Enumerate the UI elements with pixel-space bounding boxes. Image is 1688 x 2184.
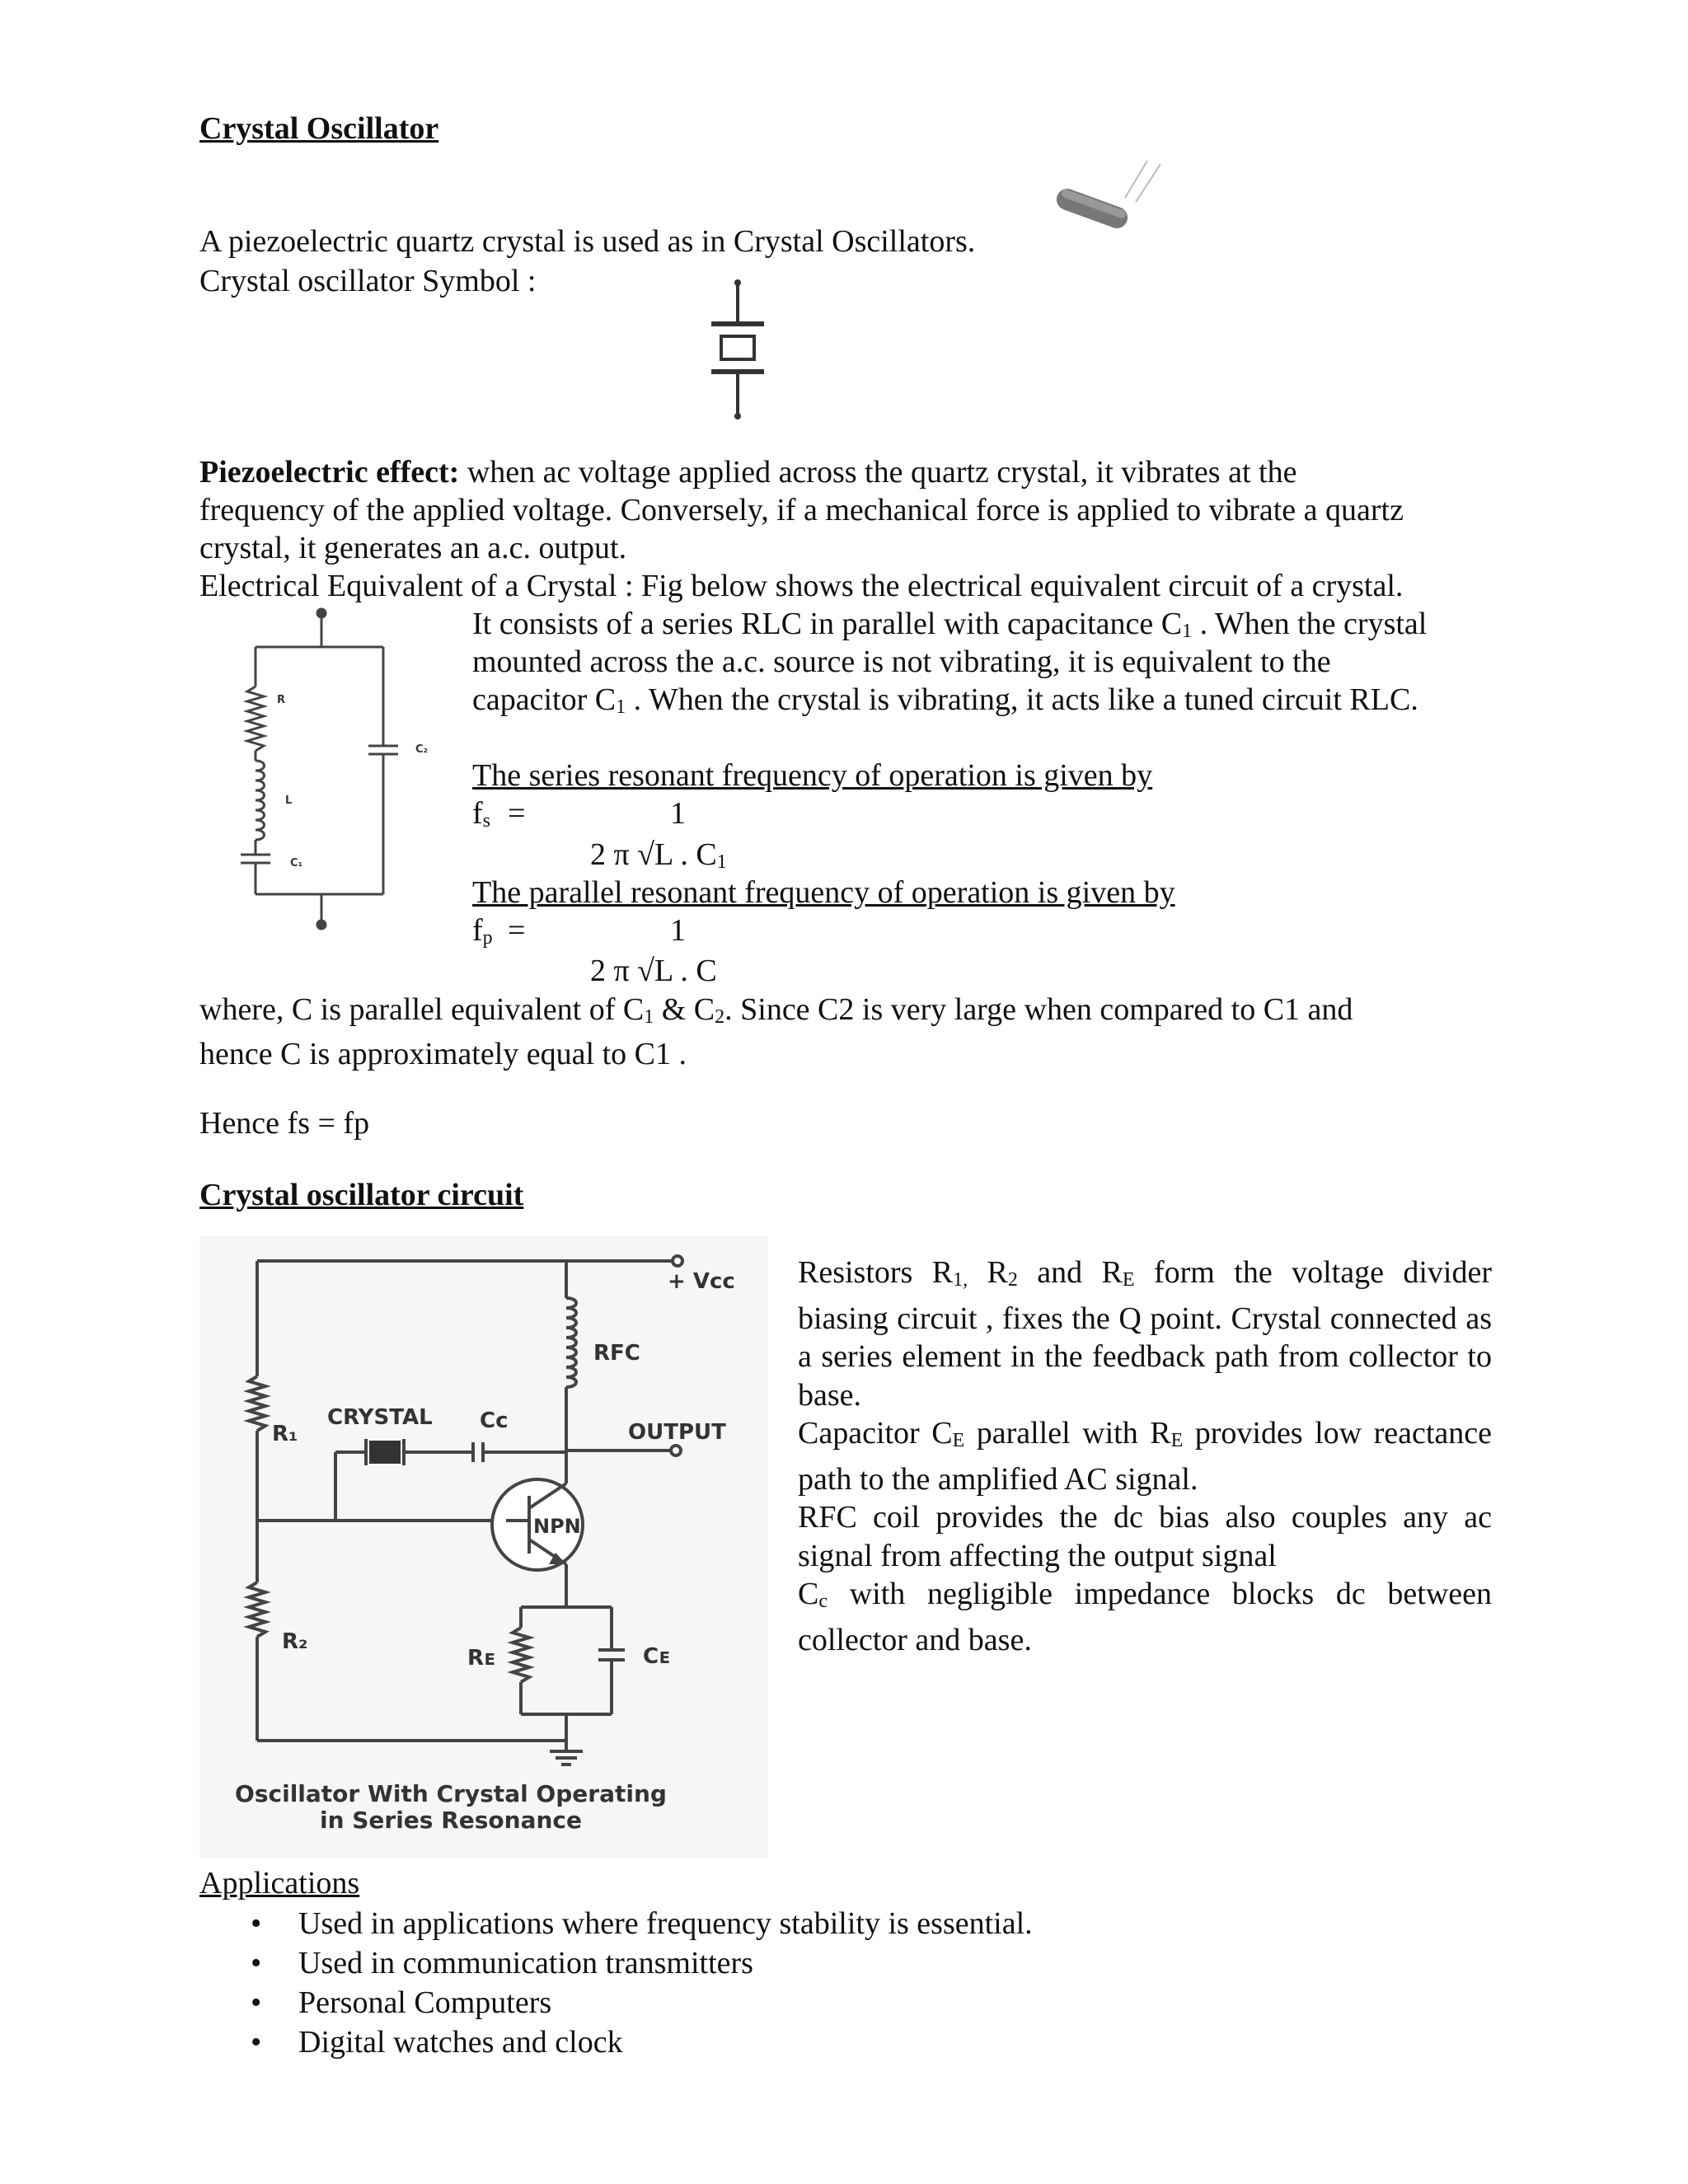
list-item: • Digital watches and clock (199, 2022, 1033, 2062)
subscript: 1 (716, 851, 727, 873)
label-l: L (285, 794, 293, 807)
equivalent-text: . When the crystal is vibrating, it acts like a tuned circuit RLC. (626, 682, 1418, 717)
label-r1: R₁ (272, 1422, 298, 1446)
formula-f: f (472, 796, 483, 831)
subscript: c (818, 1591, 828, 1612)
crystal-symbol-icon (705, 276, 771, 424)
applications-list (199, 1904, 1033, 2062)
where-text: . Since C2 is very large when compared to C1 and (724, 992, 1353, 1027)
label-crystal: CRYSTAL (327, 1405, 433, 1430)
label-npn: NPN (533, 1515, 581, 1538)
list-item: • Personal Computers (199, 1983, 1033, 2022)
subscript: 1 (616, 696, 626, 718)
label-cc: Cc (480, 1408, 509, 1433)
formula-denominator: 2 π √L . C (590, 837, 717, 872)
equivalent-text: . When the crystal (1192, 607, 1428, 641)
fs-equals: = (508, 796, 526, 831)
circuit-description (798, 1254, 1492, 1659)
piezo-line-1 (199, 453, 1296, 491)
label-r: R (277, 694, 286, 706)
crystal-component-image (1047, 152, 1170, 243)
label-c1: C₁ (290, 857, 303, 869)
fp-equals: = (508, 913, 526, 948)
piezo-text: when ac voltage applied across the quartz crystal, it vibrates at the (459, 455, 1297, 490)
subscript: 2 (1007, 1269, 1018, 1291)
circuit-desc-paragraph-3: RFC coil provides the dc bias also couples any ac signal from affecting the output signal (798, 1500, 1492, 1573)
label-output: OUTPUT (628, 1420, 726, 1445)
subscript: p (482, 927, 493, 949)
equivalent-text: capacitor C (472, 682, 617, 717)
subscript: 1, (953, 1269, 968, 1291)
diagram-caption-line-2: in Series Resonance (319, 1807, 583, 1834)
desc-text: Resistors R (798, 1255, 954, 1290)
intro-line-1: A piezoelectric quartz crystal is used as in Crystal Oscillators. (199, 224, 976, 259)
piezo-label: Piezoelectric effect: (199, 455, 460, 490)
label-c2: C₂ (415, 743, 429, 756)
where-line-2: hence C is approximately equal to C1 . (199, 1037, 687, 1071)
subscript: 2 (715, 1006, 725, 1028)
subscript: E (952, 1430, 965, 1451)
page-title: Crystal Oscillator (199, 111, 439, 146)
label-re: Rᴇ (467, 1646, 496, 1671)
desc-text: with negligible impedance blocks dc between collector and base. (798, 1577, 1492, 1657)
desc-text: parallel with R (964, 1416, 1171, 1451)
hence-line: Hence fs = fp (199, 1106, 370, 1141)
where-text: & C (654, 992, 715, 1027)
fp-numerator: 1 (670, 913, 686, 948)
circuit-desc-paragraph-4 (798, 1575, 1492, 1659)
subscript: E (1170, 1430, 1184, 1451)
desc-text: provides low reactance path to the amplified AC signal. (798, 1416, 1492, 1497)
subscript: E (1122, 1269, 1135, 1291)
intro-line-2: Crystal oscillator Symbol : (199, 264, 537, 298)
list-item: • Used in applications where frequency stability is essential. (199, 1904, 1033, 1943)
label-vcc: + Vcc (668, 1269, 735, 1294)
circuit-desc-paragraph-1 (798, 1254, 1492, 1414)
crystal-equivalent-circuit-diagram (231, 606, 462, 935)
subscript: 1 (1182, 621, 1193, 642)
equivalent-para-line-2: mounted across the a.c. source is not vibrating, it is equivalent to the (472, 644, 1331, 679)
circuit-heading: Crystal oscillator circuit (199, 1178, 524, 1212)
equivalent-para-line-3 (472, 681, 1418, 726)
fp-lhs (472, 912, 493, 957)
fs-lhs (472, 794, 490, 840)
diagram-caption-line-1: Oscillator With Crystal Operating (235, 1780, 667, 1807)
desc-text: form the voltage divider biasing circuit , fixes the Q point. Crystal connected as a series element in the feedback path from collector to base. (798, 1255, 1492, 1413)
label-rfc: RFC (593, 1341, 640, 1366)
circuit-desc-paragraph-2 (798, 1414, 1492, 1498)
label-ce: Cᴇ (643, 1644, 671, 1669)
equivalent-text: It consists of a series RLC in parallel with capacitance C (472, 607, 1183, 641)
fp-denominator: 2 π √L . C (590, 954, 717, 988)
subscript: 1 (644, 1006, 654, 1028)
label-r2: R₂ (282, 1629, 308, 1654)
list-item: • Used in communication transmitters (199, 1943, 1033, 1983)
equivalent-line-1: Electrical Equivalent of a Crystal : Fig below shows the electrical equivalent circuit of a crystal. (199, 569, 1404, 603)
desc-text: C (798, 1577, 819, 1611)
series-resonance-heading: The series resonant frequency of operation is given by (472, 758, 1153, 793)
where-text: where, C is parallel equivalent of C (199, 992, 645, 1027)
desc-text: and R (1017, 1255, 1123, 1290)
parallel-resonance-heading: The parallel resonant frequency of operation is given by (472, 875, 1175, 910)
fs-numerator: 1 (670, 796, 686, 831)
piezo-line-3: crystal, it generates an a.c. output. (199, 531, 627, 565)
subscript: s (482, 810, 490, 832)
where-line-1 (199, 991, 1353, 1036)
piezo-line-2: frequency of the applied voltage. Conversely, if a mechanical force is applied to vibrate a quartz (199, 493, 1404, 527)
crystal-oscillator-circuit-diagram (199, 1236, 768, 1858)
desc-text: Capacitor C (798, 1416, 953, 1451)
desc-text: R (968, 1255, 1008, 1290)
applications-heading: Applications (199, 1866, 360, 1900)
formula-f: f (472, 913, 483, 948)
